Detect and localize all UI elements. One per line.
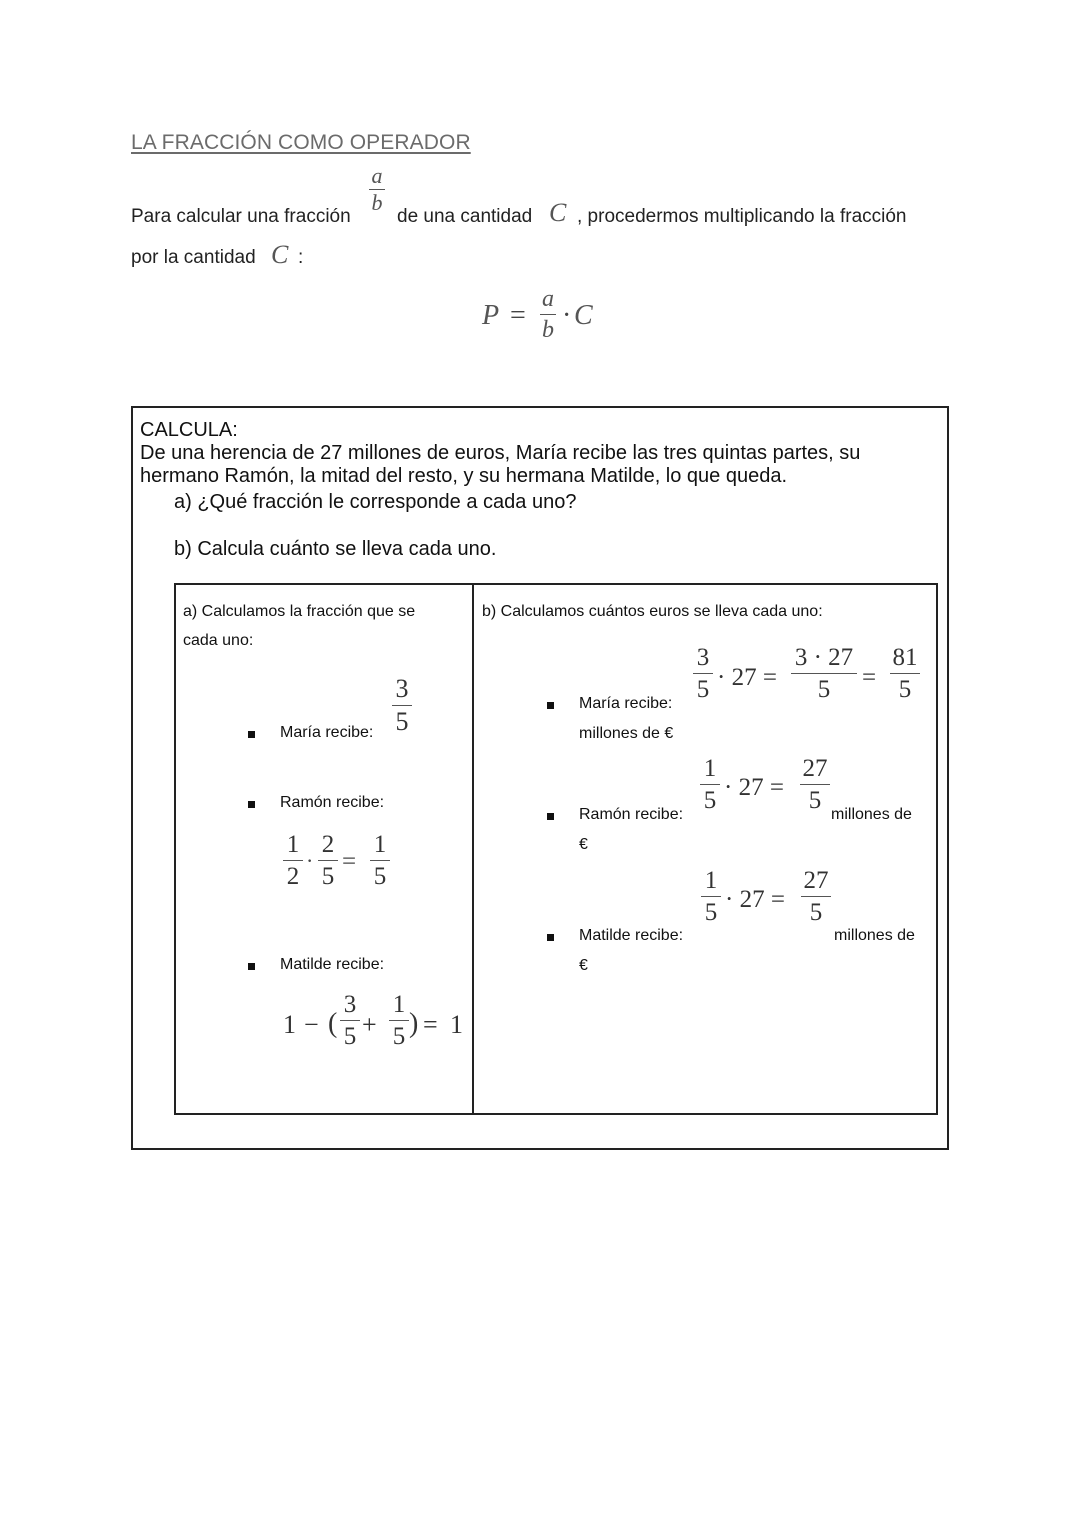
fraction-numerator: 1 [392,991,406,1018]
fraction-numerator: 3 · 27 [794,644,854,671]
intro-fraction-a-b [367,165,387,214]
intro-text-1b: de una cantidad [397,206,533,227]
left-maria-fraction [392,676,412,735]
ramon-dot: · [306,848,314,873]
fraction-numerator: 3 [343,991,357,1018]
formula-equals: = [510,300,526,331]
right-cell-title: b) Calculamos cuántos euros se lleva cada uno: [482,603,823,620]
left-matilde-label: Matilde recibe: [280,956,385,973]
exercise-statement-1: De una herencia de 27 millones de euros, María recibe las tres quintas partes, su [140,442,861,464]
formula-dot: · [562,300,572,331]
matilde-fraction-2 [389,992,409,1049]
fraction-denominator: 5 [808,787,822,814]
right-ramon-result-fraction [800,756,830,813]
right-matilde-label: Matilde recibe: [579,927,684,944]
right-matilde-unit: millones de [834,927,915,944]
intro-text-1a: Para calcular una fracción [131,206,351,227]
matilde-plus: + [362,1010,377,1039]
fraction-numerator: 1 [703,755,717,782]
matilde-one: 1 [283,1010,296,1039]
right-ramon-unit: millones de [831,806,912,823]
question-a: a) ¿Qué fracción le corresponde a cada uno? [174,491,577,513]
fraction-denominator: b [371,190,383,215]
right-maria-multiplier: · 27 = [717,664,777,691]
formula-p: P [482,300,500,331]
formula-c: C [574,300,593,331]
fraction-numerator: 3 [696,644,710,671]
fraction-numerator: 3 [395,674,409,703]
fraction-denominator: 5 [373,863,387,890]
right-maria-mid-fraction [791,645,857,702]
intro-text-2b: : [298,247,304,268]
right-ramon-fraction [700,756,720,813]
table-column-divider [472,583,474,1113]
intro-text-1c: , procedermos multiplicando la fracción [577,206,907,227]
bullet-icon [248,963,255,970]
right-maria-equals: = [862,664,877,691]
matilde-open-paren: ( [328,1008,338,1039]
right-maria-fraction [693,645,713,702]
fraction-denominator: 5 [898,676,912,703]
fraction-denominator: 5 [704,899,718,926]
fraction-denominator: 5 [343,1023,357,1050]
right-matilde-multiplier: · 27 = [725,886,785,913]
bullet-icon [248,731,255,738]
fraction-numerator: 1 [373,831,387,858]
fraction-numerator: a [371,163,383,188]
right-maria-result-fraction [890,645,920,702]
bullet-icon [547,702,554,709]
bullet-icon [547,813,554,820]
left-cell-title-1: a) Calculamos la fracción que se [183,603,416,620]
fraction-denominator: 5 [321,863,335,890]
matilde-equals: = [423,1010,438,1039]
fraction-numerator: 1 [286,831,300,858]
fraction-denominator: 5 [395,707,409,736]
variable-c: C [549,198,567,227]
bullet-icon [547,934,554,941]
ramon-fraction-1 [283,832,303,889]
fraction-numerator: 27 [803,867,829,894]
right-matilde-result-fraction [801,868,831,925]
matilde-minus: − [304,1010,319,1039]
fraction-numerator: 1 [704,867,718,894]
fraction-denominator: 5 [817,676,831,703]
matilde-fraction-1 [340,992,360,1049]
left-maria-label: María recibe: [280,724,374,741]
fraction-numerator: 27 [802,755,828,782]
ramon-equals: = [342,848,357,875]
fraction-denominator: 2 [286,863,300,890]
right-ramon-multiplier: · 27 = [724,774,784,801]
fraction-denominator: 5 [703,787,717,814]
fraction-numerator: 2 [321,831,335,858]
ramon-result-fraction [370,832,390,889]
bullet-icon [248,801,255,808]
question-b: b) Calcula cuánto se lleva cada uno. [174,538,497,560]
fraction-denominator: 5 [809,899,823,926]
ramon-fraction-2 [318,832,338,889]
fraction-denominator: 5 [392,1023,406,1050]
fraction-denominator: 5 [696,676,710,703]
formula-fraction [539,287,557,342]
matilde-result: 1 [450,1010,463,1039]
fraction-numerator: a [542,286,554,312]
exercise-heading: CALCULA: [140,419,238,441]
exercise-statement-2: hermano Ramón, la mitad del resto, y su hermana Matilde, lo que queda. [140,465,788,487]
right-matilde-euro: € [579,957,588,974]
right-matilde-fraction [701,868,721,925]
right-ramon-euro: € [579,836,588,853]
left-ramon-label: Ramón recibe: [280,794,385,811]
right-ramon-label: Ramón recibe: [579,806,684,823]
left-cell-title-2: cada uno: [183,632,254,649]
page-title: LA FRACCIÓN COMO OPERADOR [131,131,471,154]
fraction-denominator: b [542,317,554,343]
variable-c: C [271,240,289,269]
matilde-close-paren: ) [409,1008,419,1039]
fraction-numerator: 81 [892,644,918,671]
right-maria-label: María recibe: [579,695,673,712]
intro-text-2a: por la cantidad [131,247,256,268]
right-maria-unit: millones de € [579,725,674,742]
